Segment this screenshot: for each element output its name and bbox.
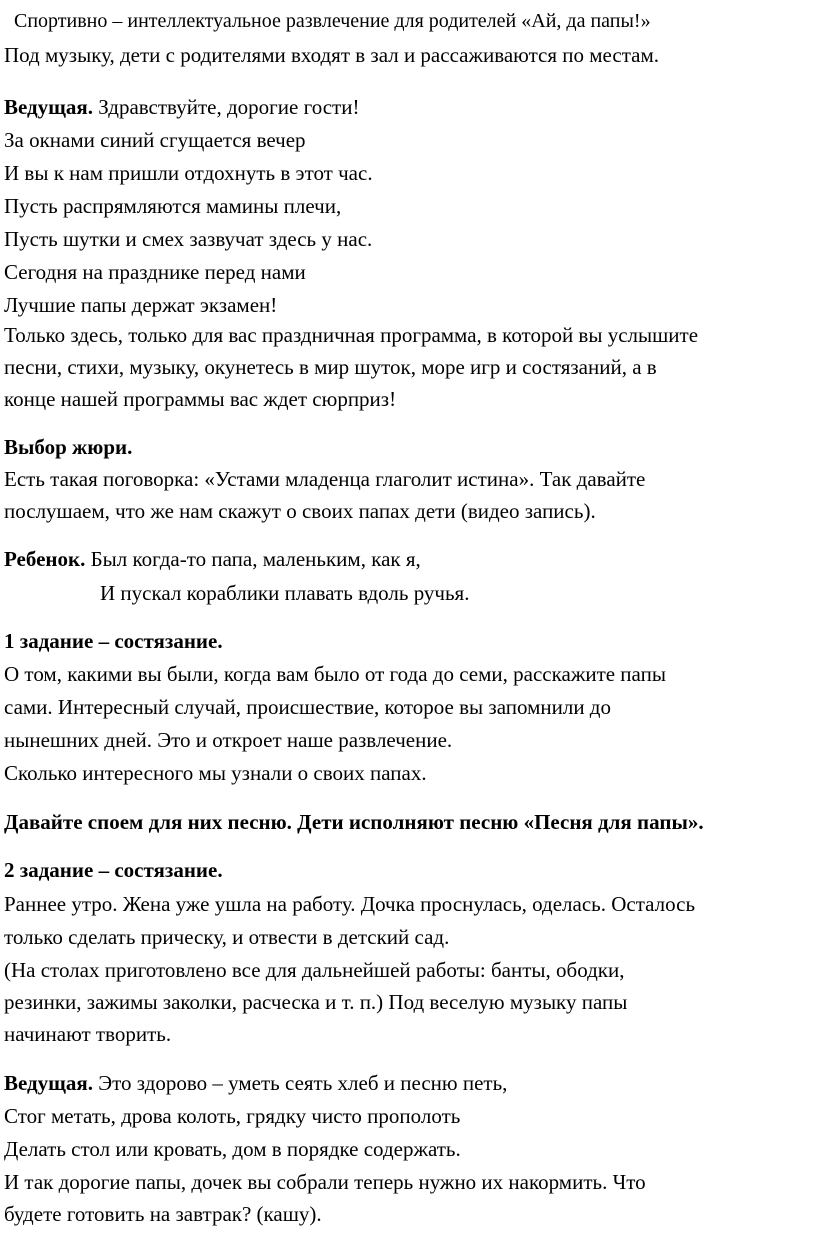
- paragraph-line: послушаем, что же нам скажут о своих папах дети (видео запись).: [4, 499, 596, 523]
- jury-heading: Выбор жюри.: [4, 435, 133, 459]
- child-line-1: [4, 546, 421, 572]
- task2-heading: 2 задание – состязание.: [4, 858, 223, 882]
- poem-line: И вы к нам пришли отдохнуть в этот час.: [4, 161, 373, 185]
- paragraph-line: Есть такая поговорка: «Устами младенца глаголит истина». Так давайте: [4, 467, 646, 491]
- speaker-label: Ведущая.: [4, 1071, 94, 1095]
- poem-line: Пусть шутки и смех зазвучат здесь у нас.: [4, 227, 373, 251]
- paragraph-line: Сколько интересного мы узнали о своих папах.: [4, 761, 427, 785]
- speech-text: Здравствуйте, дорогие гости!: [93, 95, 360, 119]
- paragraph-line: Раннее утро. Жена уже ушла на работу. Дочка проснулась, оделась. Осталось: [4, 892, 696, 916]
- speaker-label: Ребенок.: [4, 547, 86, 571]
- paragraph-line: Только здесь, только для вас праздничная программа, в которой вы услышите: [4, 323, 699, 347]
- poem-line: Пусть распрямляются мамины плечи,: [4, 194, 342, 218]
- poem-line: Лучшие папы держат экзамен!: [4, 293, 278, 317]
- speech-text: Это здорово – уметь сеять хлеб и песню петь,: [93, 1071, 508, 1095]
- paragraph-line: только сделать прическу, и отвести в детский сад.: [4, 925, 450, 949]
- poem-line: Сегодня на празднике перед нами: [4, 260, 306, 284]
- child-line-2: И пускал кораблики плавать вдоль ручья.: [100, 581, 470, 605]
- paragraph-line: И так дорогие папы, дочек вы собрали теперь нужно их накормить. Что: [4, 1170, 646, 1194]
- task1-heading: 1 задание – состязание.: [4, 629, 223, 653]
- document-title: Спортивно – интеллектуальное развлечение для родителей «Ай, да папы!»: [14, 10, 651, 32]
- intro-text: Под музыку, дети с родителями входят в зал и рассаживаются по местам.: [4, 43, 659, 67]
- host-line-1: [4, 94, 359, 120]
- paragraph-line: резинки, зажимы заколки, расческа и т. п.) Под веселую музыку папы: [4, 990, 628, 1014]
- paragraph-line: (На столах приготовлено все для дальнейшей работы: банты, ободки,: [4, 958, 625, 982]
- poem-line: Делать стол или кровать, дом в порядке содержать.: [4, 1137, 461, 1161]
- paragraph-line: начинают творить.: [4, 1022, 172, 1046]
- host-line-2: [4, 1070, 507, 1096]
- speech-text: Был когда-то папа, маленьким, как я,: [85, 547, 421, 571]
- poem-line: Стог метать, дрова колоть, грядку чисто прополоть: [4, 1104, 461, 1128]
- paragraph-line: конце нашей программы вас ждет сюрприз!: [4, 387, 397, 411]
- paragraph-line: песни, стихи, музыку, окунетесь в мир шуток, море игр и состязаний, а в: [4, 355, 657, 379]
- paragraph-line: нынешних дней. Это и откроет наше развлечение.: [4, 728, 453, 752]
- song-line: Давайте споем для них песню. Дети исполняют песню «Песня для папы».: [4, 810, 704, 834]
- paragraph-line: будете готовить на завтрак? (кашу).: [4, 1202, 322, 1226]
- paragraph-line: О том, какими вы были, когда вам было от года до семи, расскажите папы: [4, 662, 666, 686]
- poem-line: За окнами синий сгущается вечер: [4, 128, 306, 152]
- speaker-label: Ведущая.: [4, 95, 94, 119]
- paragraph-line: сами. Интересный случай, происшествие, которое вы запомнили до: [4, 695, 611, 719]
